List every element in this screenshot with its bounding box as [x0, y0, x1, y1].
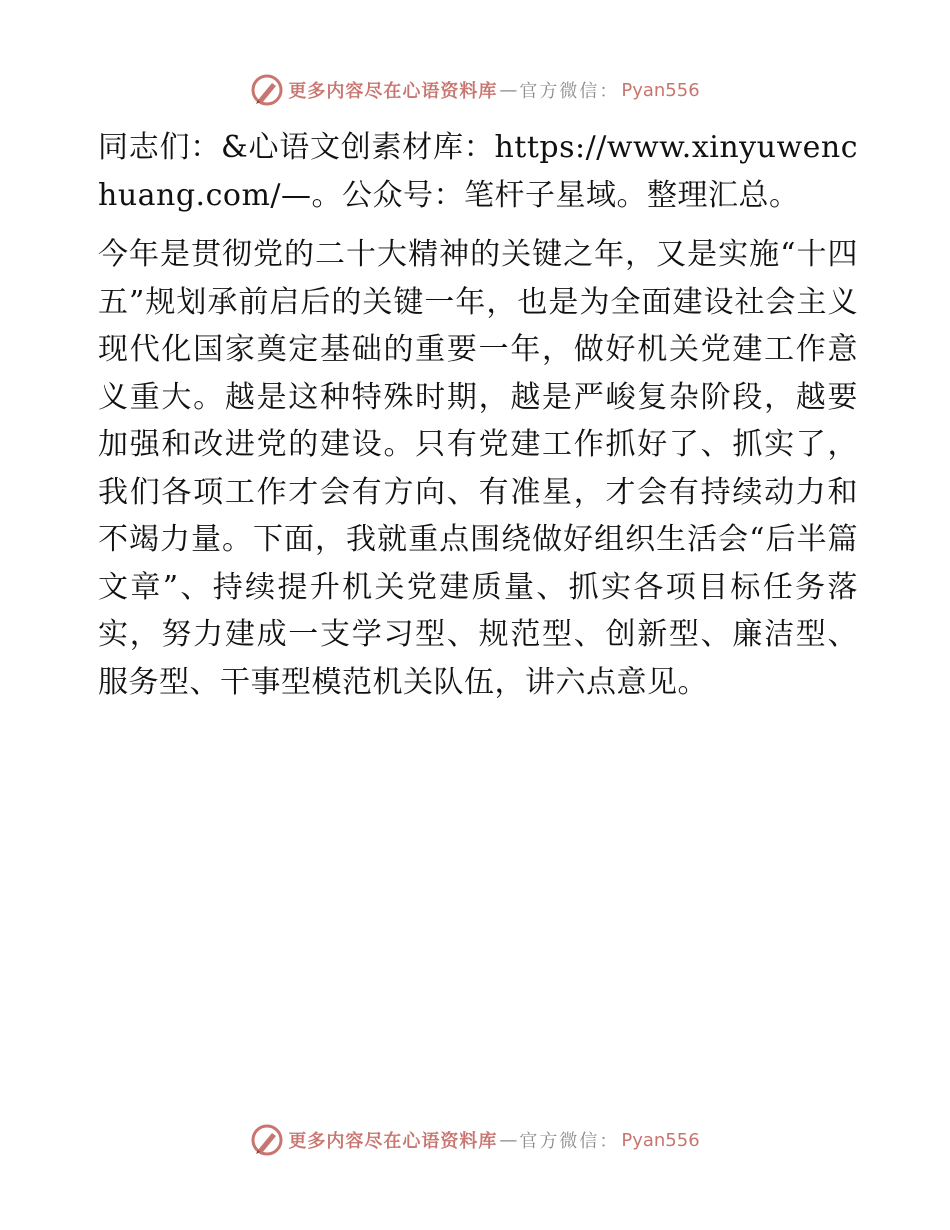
footer-banner: [0, 1120, 950, 1160]
pen-logo-icon: [250, 1123, 284, 1157]
footer-wechat-label: 官方微信：: [519, 1131, 620, 1152]
document-body: [98, 124, 858, 706]
header-banner: [0, 70, 950, 110]
banner-brand-text: 更多内容尽在心语资料库: [288, 81, 498, 102]
banner-dash: —: [499, 79, 518, 101]
greeting-paragraph: 同志们：&心语文创素材库：https://www.xinyuwenchuang.com/—。公众号：笔杆子星域。整理汇总。: [98, 130, 858, 213]
body-paragraph: 今年是贯彻党的二十大精神的关键之年，又是实施“十四五”规划承前启后的关键一年，也是为全面建设社会主义现代化国家奠定基础的重要一年，做好机关党建工作意义重大。越是这种特殊时期，越是严峻复杂阶段，越要加强和改进党的建设。只有党建工作抓好了、抓实了，我们各项工作才会有方向、有准星，才会有持续动力和不竭力量。下面，我就重点围绕做好组织生活会“后半篇文章”、持续提升机关党建质量、抓实各项目标任务落实，努力建成一支学习型、规范型、创新型、廉洁型、服务型、干事型模范机关队伍，讲六点意见。: [98, 237, 858, 700]
banner-wechat-handle: Pyan556: [621, 79, 700, 101]
pen-logo-icon: [250, 73, 284, 107]
banner-wechat-label: 官方微信：: [519, 81, 620, 102]
footer-dash: —: [499, 1129, 518, 1151]
footer-brand-text: 更多内容尽在心语资料库: [288, 1131, 498, 1152]
footer-wechat-handle: Pyan556: [621, 1129, 700, 1151]
